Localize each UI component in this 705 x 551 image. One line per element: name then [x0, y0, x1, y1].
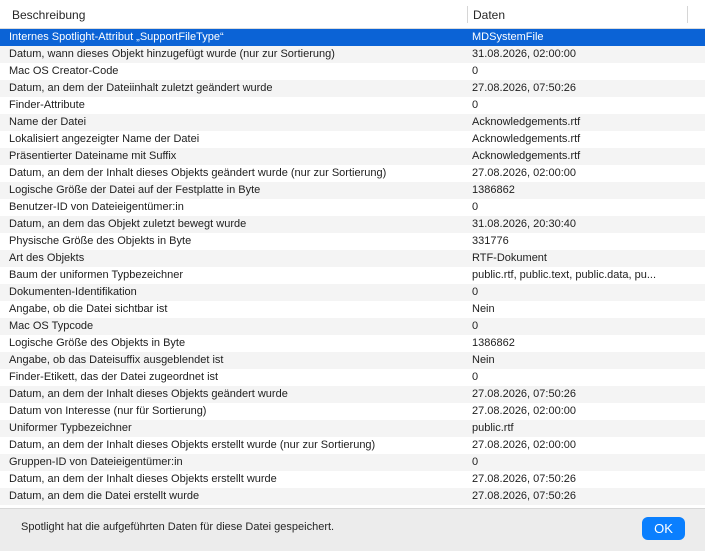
table-row[interactable] — [0, 80, 705, 97]
row-value: public.rtf, public.text, public.data, pu... — [472, 269, 657, 281]
table-row[interactable] — [0, 403, 705, 420]
table-row[interactable] — [0, 335, 705, 352]
row-value: 1386862 — [472, 184, 515, 196]
row-description: Baum der uniformen Typbezeichner — [9, 269, 184, 281]
row-value: 0 — [472, 99, 479, 111]
row-value: 27.08.2026, 07:50:26 — [472, 82, 576, 94]
row-description: Logische Größe des Objekts in Byte — [9, 337, 186, 349]
row-description: Internes Spotlight-Attribut „SupportFileType“ — [9, 31, 224, 43]
table-rows — [0, 29, 705, 505]
column-separator[interactable] — [467, 6, 468, 23]
table-row[interactable] — [0, 114, 705, 131]
table-row[interactable] — [0, 267, 705, 284]
row-description: Datum, an dem das Objekt zuletzt bewegt wurde — [9, 218, 247, 230]
table-row[interactable] — [0, 488, 705, 505]
table-header — [0, 0, 705, 29]
table-row[interactable] — [0, 318, 705, 335]
row-description: Datum von Interesse (nur für Sortierung) — [9, 405, 207, 417]
row-description: Benutzer-ID von Dateieigentümer:in — [9, 201, 184, 213]
table-row[interactable] — [0, 199, 705, 216]
row-description: Präsentierter Dateiname mit Suffix — [9, 150, 177, 162]
row-value: RTF-Dokument — [472, 252, 547, 264]
table-row[interactable] — [0, 420, 705, 437]
row-description: Finder-Etikett, das der Datei zugeordnet ist — [9, 371, 219, 383]
row-value: 27.08.2026, 07:50:26 — [472, 473, 576, 485]
row-value: 27.08.2026, 02:00:00 — [472, 405, 576, 417]
table-row[interactable] — [0, 216, 705, 233]
column-header-description[interactable]: Beschreibung — [12, 8, 86, 22]
row-value: 0 — [472, 286, 479, 298]
table-row[interactable] — [0, 301, 705, 318]
row-description: Datum, an dem der Dateiinhalt zuletzt geändert wurde — [9, 82, 273, 94]
row-value: Nein — [472, 354, 495, 366]
row-description: Datum, wann dieses Objekt hinzugefügt wurde (nur zur Sortierung) — [9, 48, 335, 60]
table-row[interactable] — [0, 386, 705, 403]
row-description: Name der Datei — [9, 116, 87, 128]
row-value: 0 — [472, 371, 479, 383]
row-value: 27.08.2026, 07:50:26 — [472, 388, 576, 400]
column-header-data[interactable]: Daten — [473, 8, 506, 22]
table-row[interactable] — [0, 369, 705, 386]
table-row[interactable] — [0, 63, 705, 80]
row-value: 27.08.2026, 02:00:00 — [472, 439, 576, 451]
table-row[interactable] — [0, 29, 705, 46]
table-row[interactable] — [0, 46, 705, 63]
table-row[interactable] — [0, 233, 705, 250]
table-row[interactable] — [0, 165, 705, 182]
table-row[interactable] — [0, 250, 705, 267]
row-description: Dokumenten-Identifikation — [9, 286, 137, 298]
table-row[interactable] — [0, 131, 705, 148]
row-value: 31.08.2026, 02:00:00 — [472, 48, 576, 60]
row-description: Mac OS Creator-Code — [9, 65, 119, 77]
row-description: Datum, an dem der Inhalt dieses Objekts erstellt wurde — [9, 473, 277, 485]
row-description: Datum, an dem der Inhalt dieses Objekts geändert wurde (nur zur Sortierung) — [9, 167, 387, 179]
row-value: 0 — [472, 201, 479, 213]
row-description: Physische Größe des Objekts in Byte — [9, 235, 192, 247]
row-value: Acknowledgements.rtf — [472, 150, 581, 162]
row-value: 0 — [472, 320, 479, 332]
row-value: 27.08.2026, 07:50:26 — [472, 490, 576, 502]
row-value: Nein — [472, 303, 495, 315]
row-value: 0 — [472, 65, 479, 77]
row-value: Acknowledgements.rtf — [472, 133, 581, 145]
row-description: Mac OS Typcode — [9, 320, 94, 332]
row-description: Lokalisiert angezeigter Name der Datei — [9, 133, 200, 145]
table-row[interactable] — [0, 97, 705, 114]
table-row[interactable] — [0, 284, 705, 301]
row-description: Datum, an dem der Inhalt dieses Objekts geändert wurde — [9, 388, 288, 400]
row-description: Angabe, ob das Dateisuffix ausgeblendet ist — [9, 354, 224, 366]
row-value: public.rtf — [472, 422, 514, 434]
ok-button[interactable]: OK — [642, 517, 685, 540]
row-value: 1386862 — [472, 337, 515, 349]
table-row[interactable] — [0, 471, 705, 488]
row-description: Art des Objekts — [9, 252, 85, 264]
row-value: Acknowledgements.rtf — [472, 116, 581, 128]
row-description: Datum, an dem der Inhalt dieses Objekts erstellt wurde (nur zur Sortierung) — [9, 439, 376, 451]
table-row[interactable] — [0, 182, 705, 199]
row-description: Gruppen-ID von Dateieigentümer:in — [9, 456, 183, 468]
row-value: MDSystemFile — [472, 31, 544, 43]
row-value: 0 — [472, 456, 479, 468]
row-description: Datum, an dem die Datei erstellt wurde — [9, 490, 200, 502]
table-row[interactable] — [0, 352, 705, 369]
row-description: Logische Größe der Datei auf der Festplatte in Byte — [9, 184, 261, 196]
row-value: 331776 — [472, 235, 509, 247]
footer-message: Spotlight hat die aufgeführten Daten für diese Datei gespeichert. — [21, 521, 335, 533]
column-separator — [687, 6, 688, 23]
table-row[interactable] — [0, 454, 705, 471]
row-value: 27.08.2026, 02:00:00 — [472, 167, 576, 179]
row-description: Uniformer Typbezeichner — [9, 422, 132, 434]
row-value: 31.08.2026, 20:30:40 — [472, 218, 576, 230]
table-row[interactable] — [0, 437, 705, 454]
row-description: Finder-Attribute — [9, 99, 85, 111]
row-description: Angabe, ob die Datei sichtbar ist — [9, 303, 168, 315]
table-row[interactable] — [0, 148, 705, 165]
